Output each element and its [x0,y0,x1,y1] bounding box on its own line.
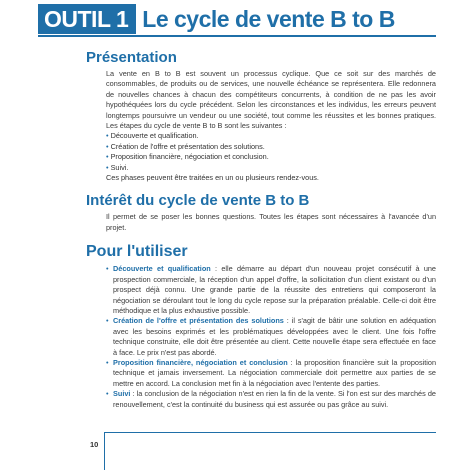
main-content [86,50,436,410]
interet-paragraph: Il permet de se poser les bonnes questions. Toutes les étapes sont nécessaires à l'avancée d'un projet. [106,212,436,232]
steps-list [106,131,436,173]
page-title: Le cycle de vente B to B [142,6,395,32]
utiliser-heading: Pour l'utiliser [86,243,188,261]
list-item [106,163,436,173]
footer-divider [104,432,105,470]
presentation-closing: Ces phases peuvent être traitées en un ou plusieurs rendez-vous. [106,173,319,183]
term-text: : elle démarre au départ d'un nouveau projet consécutif à une prospection commerciale, la réception d'un appel d'offre, la sollicitation d'un client existant ou d'un prospect déjà connu. Une grande partie de la réussite des entretiens qui composeront la négociation se déroulant tout le long du cycle repose sur la préparation préalable. Celle-ci doit être méthodique et la plus exhaustive possible. [113,264,436,315]
list-item [106,389,436,410]
list-item [106,131,436,141]
footer-rule [104,432,436,433]
presentation-paragraph: La vente en B to B est souvent un processus cyclique. Que ce soit sur des marchés de consommables, de produits ou de services, une nouvelle échéance se représentera. Elle redonnera de nouvelles chances à chacun des compétiteurs concurrents, à condition de ne pas les avoir hypothéquées lors du cycle précédent. Selon les circonstances et les individus, les erreurs peuvent longtemps poursuivre un vendeur ou une société, tout comme les réussites et les bonnes pratiques. Les étapes du cycle de vente B to B sont les suivantes : [106,69,436,131]
list-item [106,358,436,389]
header-rule [38,35,436,37]
term-label: Proposition financière, négociation et conclusion [113,357,288,367]
term-text: : la conclusion de la négociation n'est en rien la fin de la vente. Si l'on est sur des marchés de renouvellement, c'est la continuité du business qui est assurée ou pas grâce au suivi. [113,389,436,409]
list-item-text: Suivi. [110,162,129,172]
page-header [38,4,395,34]
term-text: : la proposition financière suit la proposition technique et jamais inversement. La négociation commerciale doit permettre aux parties de se mettre en accord. La conclusion met fin à la négociation avec l'entente des parties. [113,357,437,388]
list-item [106,152,436,162]
list-item [106,264,436,316]
page-number: 10 [90,440,99,449]
list-item-text: Création de l'offre et présentation des solutions. [110,141,265,151]
term-label: Découverte et qualification [113,264,211,274]
tool-badge: OUTIL 1 [38,4,136,34]
presentation-heading: Présentation [86,49,177,66]
interet-heading: Intérêt du cycle de vente B to B [86,192,310,210]
list-item [106,142,436,152]
list-item-text: Proposition financière, négociation et conclusion. [110,152,269,162]
list-item-text: Découverte et qualification. [110,131,199,141]
list-item [106,316,436,358]
utiliser-list [106,264,436,410]
term-text: : il s'agit de bâtir une solution en adéquation avec les besoins exprimés et les problématiques développées avec le client. Une fois l'offre technique construite, elle doit être présentée au client. Cette nouvelle étape sera effectuée en face à face. Le prix n'est pas abordé. [113,316,436,357]
term-label: Suivi [113,389,131,399]
term-label: Création de l'offre et présentation des solutions [113,316,284,326]
